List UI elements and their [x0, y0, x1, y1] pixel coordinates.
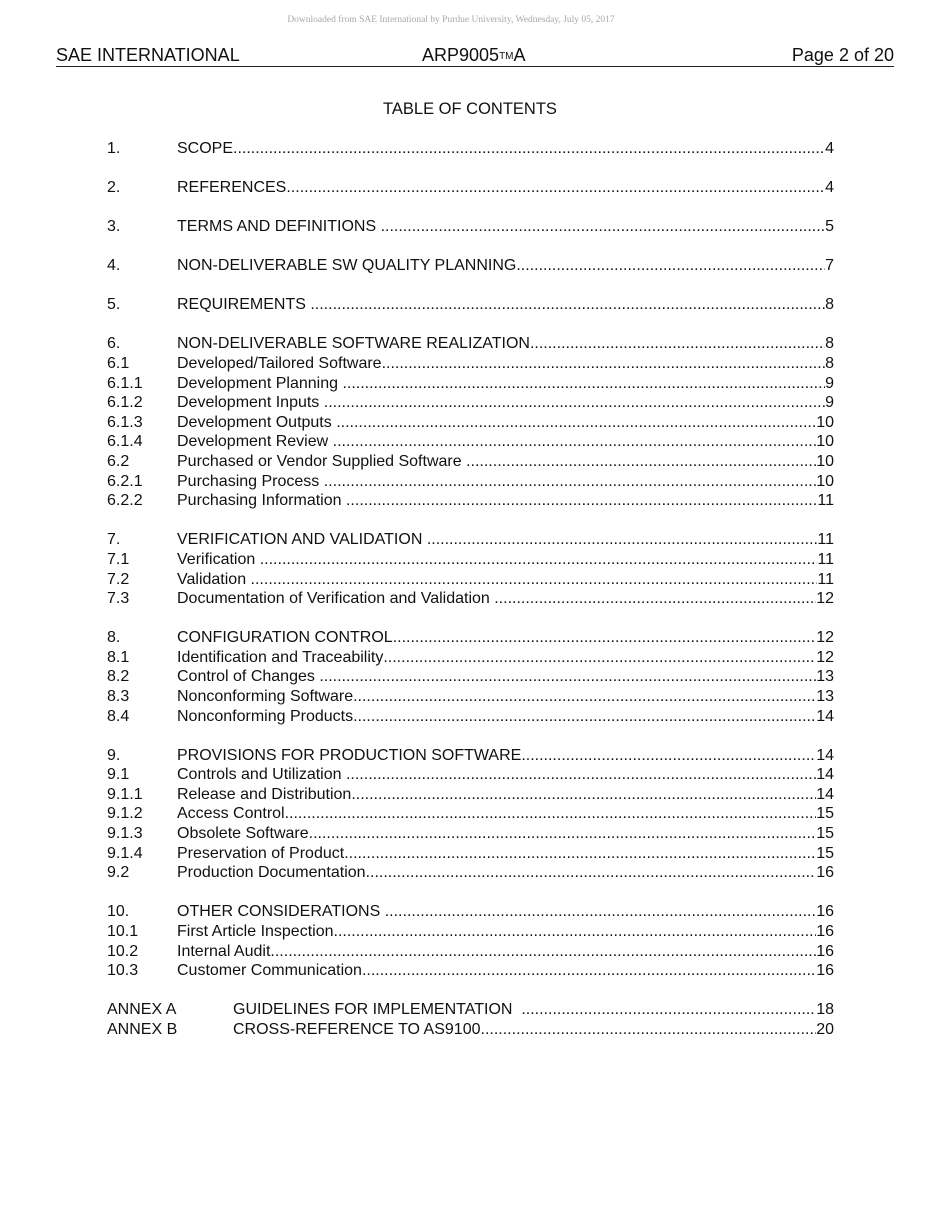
toc-entry-page: 9 [825, 394, 834, 412]
toc-entry[interactable] [107, 687, 834, 707]
toc-entry[interactable] [107, 804, 834, 824]
toc-entry[interactable] [107, 844, 834, 864]
toc-entry[interactable] [107, 334, 834, 354]
toc-entry-number: 6.1.1 [107, 374, 143, 392]
toc-entry-page: 11 [817, 492, 834, 510]
toc-entry[interactable] [107, 472, 834, 492]
toc-entry-title: NON-DELIVERABLE SW QUALITY PLANNING [177, 257, 517, 275]
toc-entry-page: 4 [825, 140, 834, 157]
toc-entry-title: TERMS AND DEFINITIONS [177, 218, 381, 236]
toc-entry-title: Preservation of Product [177, 844, 345, 862]
toc-entry[interactable] [107, 393, 834, 413]
toc-entry-number: 6.2 [107, 453, 130, 471]
toc-entry-title: Purchasing Information [177, 492, 346, 510]
toc-entry-page: 20 [816, 1020, 834, 1038]
toc-entry-number: 7.1 [107, 550, 130, 568]
dot-leader [334, 922, 817, 942]
toc-entry-page: 8 [825, 335, 834, 353]
toc-entry-page: 14 [816, 746, 834, 764]
toc-entry-number: 8.4 [107, 707, 130, 725]
toc-entry[interactable] [107, 863, 834, 883]
dot-leader [383, 648, 816, 668]
toc-entry-number: 6.2.1 [107, 472, 143, 490]
toc-entry-number: 9.1.3 [107, 825, 143, 843]
toc-entry[interactable] [107, 785, 834, 805]
toc-entry[interactable] [107, 354, 834, 374]
dot-leader [324, 472, 816, 492]
dot-leader [381, 217, 826, 237]
toc-entry[interactable] [107, 667, 834, 687]
toc-entry-page: 11 [817, 570, 834, 588]
toc-entry[interactable] [107, 374, 834, 394]
toc-entry-title: Production Documentation [177, 864, 366, 882]
toc-entry-number: 8.1 [107, 648, 130, 666]
toc-entry[interactable] [107, 139, 834, 159]
toc-entry-title: VERIFICATION AND VALIDATION [177, 531, 427, 549]
toc-entry-page: 11 [817, 550, 834, 568]
toc-entry-number: 9.1.1 [107, 785, 143, 803]
toc-entry-number: 7.3 [107, 590, 130, 608]
dot-leader [494, 589, 816, 609]
toc-entry-page: 10 [816, 453, 834, 471]
toc-entry-title: REQUIREMENTS [177, 296, 311, 314]
toc-entry-page: 12 [816, 590, 834, 608]
toc-entry-title: NON-DELIVERABLE SOFTWARE REALIZATION [177, 335, 530, 353]
document-id [422, 44, 526, 68]
toc-entry-page: 7 [825, 257, 834, 275]
toc-entry-number: 4. [107, 257, 121, 275]
dot-leader [309, 824, 817, 844]
toc-entry[interactable] [107, 217, 834, 237]
toc-entry-annex[interactable] [107, 1000, 834, 1020]
toc-entry[interactable] [107, 824, 834, 844]
toc-entry-page: 18 [816, 1001, 834, 1019]
toc-entry-title: Identification and Traceability [177, 648, 384, 666]
dot-leader [466, 452, 816, 472]
toc-entry-title: Customer Communication [177, 962, 362, 980]
document-id-base: ARP9005 [422, 45, 500, 65]
toc-entry-title: Purchasing Process [177, 472, 324, 490]
toc-entry-number: 6.2.2 [107, 492, 143, 510]
toc-entry-page: 8 [825, 296, 834, 314]
toc-entry-number: 9.2 [107, 864, 130, 882]
toc-entry[interactable] [107, 452, 834, 472]
toc-entry-number: 5. [107, 296, 121, 314]
toc-entry-page: 9 [825, 374, 834, 392]
page-number: Page 2 of 20 [791, 45, 894, 65]
toc-entry[interactable] [107, 256, 834, 276]
toc-entry-number: ANNEX B [107, 1020, 178, 1038]
toc-entry-title: Validation [177, 570, 251, 588]
dot-leader [366, 863, 817, 883]
toc-entry-number: ANNEX A [107, 1001, 177, 1019]
dot-leader [481, 1020, 817, 1040]
toc-entry-number: 8. [107, 629, 121, 647]
toc-entry-page: 14 [816, 766, 834, 784]
toc-entry-number: 9.1.2 [107, 805, 143, 823]
toc-entry-number: 10. [107, 903, 130, 921]
toc-entry-number: 10.3 [107, 962, 139, 980]
dot-leader [385, 902, 816, 922]
toc-entry-page: 10 [816, 472, 834, 490]
toc-entry-page: 16 [816, 922, 834, 940]
dot-leader [333, 432, 817, 452]
toc-entry-page: 14 [816, 785, 834, 803]
dot-leader [521, 1000, 816, 1020]
toc-entry-number: 8.2 [107, 668, 130, 686]
toc-entry-title: PROVISIONS FOR PRODUCTION SOFTWARE [177, 746, 522, 764]
dot-leader [393, 628, 817, 648]
toc-entry-title: Control of Changes [177, 668, 320, 686]
toc-entry-title: Documentation of Verification and Validation [177, 590, 495, 608]
dot-leader [346, 765, 816, 785]
toc-entry-page: 15 [816, 825, 834, 843]
toc-entry-number: 6.1 [107, 355, 130, 373]
table-of-contents [107, 139, 834, 1039]
dot-leader [516, 256, 825, 276]
toc-entry-page: 13 [816, 687, 834, 705]
dot-leader [521, 746, 816, 766]
toc-entry[interactable] [107, 922, 834, 942]
toc-entry[interactable] [107, 432, 834, 452]
toc-entry-number: 9.1.4 [107, 844, 143, 862]
dot-leader [342, 374, 825, 394]
toc-entry[interactable] [107, 765, 834, 785]
toc-entry-page: 16 [816, 903, 834, 921]
toc-entry-number: 9. [107, 746, 121, 764]
dot-leader [270, 942, 816, 962]
toc-entry-number: 2. [107, 179, 121, 197]
toc-entry-title: Controls and Utilization [177, 766, 346, 784]
toc-entry-number: 10.2 [107, 942, 139, 960]
toc-entry-title: REFERENCES [177, 179, 287, 197]
dot-leader [362, 961, 816, 981]
toc-entry-number: 10.1 [107, 922, 139, 940]
toc-entry[interactable] [107, 570, 834, 590]
toc-entry[interactable] [107, 746, 834, 766]
dot-leader [530, 334, 825, 354]
toc-entry-page: 11 [817, 531, 834, 549]
toc-entry-title: CROSS-REFERENCE TO AS9100 [233, 1020, 481, 1038]
toc-entry-page: 15 [816, 844, 834, 862]
toc-entry[interactable] [107, 530, 834, 550]
toc-entry-page: 12 [816, 629, 834, 647]
toc-entry[interactable] [107, 707, 834, 727]
toc-entry-number: 6.1.4 [107, 433, 143, 451]
toc-entry[interactable] [107, 961, 834, 981]
toc-entry[interactable] [107, 413, 834, 433]
dot-leader [382, 354, 826, 374]
toc-entry-page: 14 [816, 707, 834, 725]
toc-entry-title: OTHER CONSIDERATIONS [177, 903, 385, 921]
toc-entry-title: Development Inputs [177, 394, 324, 412]
page-header [56, 44, 894, 67]
dot-leader [427, 530, 818, 550]
toc-entry-page: 16 [816, 864, 834, 882]
toc-entry-page: 16 [816, 942, 834, 960]
toc-entry-number: 1. [107, 140, 121, 157]
toc-entry-title: CONFIGURATION CONTROL [177, 629, 393, 647]
toc-entry-number: 6. [107, 335, 121, 353]
toc-entry[interactable] [107, 550, 834, 570]
toc-entry-page: 13 [816, 668, 834, 686]
dot-leader [346, 491, 817, 511]
toc-entry-title: Access Control [177, 805, 285, 823]
dot-leader [251, 570, 818, 590]
dot-leader [353, 707, 816, 727]
toc-entry-title: First Article Inspection [177, 922, 334, 940]
toc-entry-title: Nonconforming Products [177, 707, 354, 725]
toc-entry[interactable] [107, 295, 834, 315]
toc-entry-number: 9.1 [107, 766, 130, 784]
toc-entry[interactable] [107, 902, 834, 922]
toc-entry-page: 4 [825, 179, 834, 197]
toc-entry-title: Developed/Tailored Software [177, 355, 382, 373]
toc-entry-number: 6.1.2 [107, 394, 143, 412]
dot-leader [233, 139, 825, 159]
dot-leader [260, 550, 818, 570]
toc-entry-title: Development Review [177, 433, 333, 451]
toc-entry-page: 10 [816, 433, 834, 451]
toc-entry-title: Obsolete Software [177, 825, 309, 843]
toc-entry[interactable] [107, 589, 834, 609]
toc-entry-title: Verification [177, 550, 260, 568]
toc-entry-title: GUIDELINES FOR IMPLEMENTATION [233, 1001, 522, 1019]
toc-entry-title: Purchased or Vendor Supplied Software [177, 453, 467, 471]
toc-entry-number: 6.1.3 [107, 413, 143, 431]
trademark-mark: TM [499, 51, 514, 62]
toc-entry-title: Release and Distribution [177, 785, 352, 803]
dot-leader [324, 393, 825, 413]
toc-entry-title: SCOPE [177, 140, 234, 157]
toc-entry-number: 7. [107, 531, 121, 549]
toc-entry[interactable] [107, 628, 834, 648]
toc-entry-page: 12 [816, 648, 834, 666]
toc-title: TABLE OF CONTENTS [383, 100, 557, 118]
dot-leader [310, 295, 825, 315]
toc-entry[interactable] [107, 491, 834, 511]
dot-leader [319, 667, 816, 687]
toc-entry-page: 15 [816, 805, 834, 823]
download-watermark: Downloaded from SAE International by Purdue University, Wednesday, July 05, 2017 [287, 15, 615, 25]
toc-entry-number: 3. [107, 218, 121, 236]
toc-entry-number: 8.3 [107, 687, 130, 705]
toc-entry-page: 8 [825, 355, 834, 373]
toc-entry-page: 16 [816, 962, 834, 980]
document-id-suffix: A [513, 45, 526, 65]
toc-entry[interactable] [107, 942, 834, 962]
toc-entry-title: Nonconforming Software [177, 687, 354, 705]
toc-entry-annex[interactable] [107, 1020, 834, 1040]
toc-entry-title: Development Outputs [177, 413, 337, 431]
toc-entry-title: Development Planning [177, 374, 343, 392]
dot-leader [351, 785, 816, 805]
toc-entry-page: 10 [816, 413, 834, 431]
organization-name: SAE INTERNATIONAL [56, 45, 240, 65]
dot-leader [285, 804, 817, 824]
dot-leader [344, 844, 816, 864]
dot-leader [286, 178, 825, 198]
toc-entry[interactable] [107, 648, 834, 668]
toc-entry[interactable] [107, 178, 834, 198]
toc-entry-page: 5 [825, 218, 834, 236]
toc-entry-title: Internal Audit [177, 942, 271, 960]
toc-entry-number: 7.2 [107, 570, 130, 588]
dot-leader [336, 413, 816, 433]
dot-leader [353, 687, 816, 707]
